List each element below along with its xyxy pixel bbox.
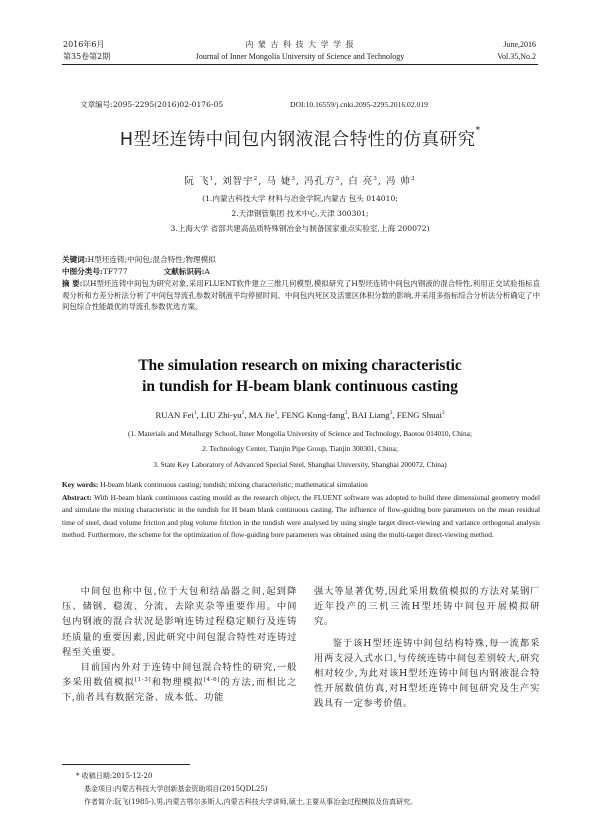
affiliation-en-3: 3. State Key Laboratory of Advanced Special Steel, Shanghai University, Shanghai 200072, China) bbox=[153, 460, 447, 469]
author-en-affiliation-mark: 1 bbox=[193, 410, 197, 417]
footnote-rule bbox=[62, 764, 190, 765]
footnote-funding: 基金项目:内蒙古科技大学创新基金资助项目(2015QDL25) bbox=[84, 785, 268, 793]
abstract-en bbox=[62, 492, 540, 542]
title-en-line1: The simulation research on mixing characteristic bbox=[138, 357, 462, 374]
author-zh-name: 刘智宇 bbox=[222, 176, 254, 187]
author-zh-name: 阮 飞 bbox=[184, 176, 210, 187]
citation-mark: [4-6] bbox=[203, 677, 221, 684]
keywords-en bbox=[62, 480, 368, 489]
header-journal-zh: 内 蒙 古 科 技 大 学 学 报 bbox=[245, 40, 355, 49]
affiliation-zh-3: 3.上海大学 省部共建高品质特殊钢冶金与制备国家重点实验室,上海 200072) bbox=[170, 224, 430, 233]
header-rule bbox=[62, 64, 538, 65]
author-zh-affiliation-mark: 2 bbox=[253, 175, 259, 182]
author-en-affiliation-mark: 2 bbox=[241, 410, 245, 417]
doc-code-label: 文献标识码: bbox=[163, 267, 205, 276]
footnote-author: 作者简介:阮飞(1985-),男,内蒙古鄂尔多斯人,内蒙古科技大学讲师,硕士,主要从事冶金过程模拟及仿真研究。 bbox=[84, 798, 418, 806]
authors-zh: 阮 飞$^1$, 刘智宇$^2$, 马 婕$^3$, 冯孔方$^3$, 白 亮$^3$, 冯 帅$^3$ bbox=[184, 175, 416, 187]
keywords-zh-label: 关键词: bbox=[62, 255, 88, 264]
abstract-zh-label: 摘 要: bbox=[62, 279, 83, 288]
affiliation-en-1: (1. Materials and Metallurgy School, Inner Mongolia University of Science and Technology, Baotou 014010, China; bbox=[128, 429, 472, 438]
title-en-line2: in tundish for H-beam blank continuous casting bbox=[142, 378, 458, 395]
abstract-zh bbox=[62, 278, 540, 313]
author-zh-name: 冯 帅 bbox=[385, 176, 411, 187]
header-volume-zh: 第35卷第2期 bbox=[63, 52, 111, 61]
author-en-name: BAI Liang bbox=[351, 410, 390, 420]
clc-label: 中图分类号: bbox=[62, 267, 103, 276]
body-right-paragraph-2: 鉴于该H型坯连铸中间包结构特殊,每一流都采用两支浸入式水口,与传统连铸中间包差别较大,研究相对较少,为此对该H型坯连铸中间包内钢液混合特性开展数值仿真,对H型坯连铸中间包研究及生产实践具有一定参考价值。 bbox=[314, 637, 540, 710]
author-zh-name: 白 亮 bbox=[348, 176, 374, 187]
keywords-zh bbox=[62, 254, 216, 265]
clc-value: TF777 bbox=[102, 267, 128, 276]
title-footnote-mark: * bbox=[475, 126, 481, 136]
author-zh-affiliation-mark: 3 bbox=[291, 175, 296, 182]
author-zh-affiliation-mark: 3 bbox=[410, 175, 416, 182]
author-zh-affiliation-mark: 1 bbox=[209, 175, 215, 182]
author-en-name: FENG Kong-fang bbox=[281, 410, 345, 420]
author-en-affiliation-mark: 3 bbox=[344, 410, 348, 417]
keywords-zh-text: H型坯连铸;中间包;混合特性;物理模拟 bbox=[87, 255, 216, 264]
author-zh-name: 冯孔方 bbox=[304, 176, 336, 187]
author-en-name: LIU Zhi-yu bbox=[200, 410, 242, 420]
classification bbox=[62, 266, 210, 277]
abstract-en-label: Abstract: bbox=[62, 493, 92, 502]
body-column-left bbox=[62, 584, 297, 706]
author-en-name: FENG Shuai bbox=[396, 410, 442, 420]
author-zh-affiliation-mark: 3 bbox=[373, 175, 378, 182]
keywords-en-label: Key words: bbox=[62, 480, 99, 489]
body-right-paragraph-1: 强大等显著优势,因此采用数值模拟的方法对某钢厂近年投产的三机三流H型坯铸中间包开展模拟研究。 bbox=[314, 586, 540, 628]
body-column-right bbox=[314, 584, 540, 712]
author-zh-affiliation-mark: 3 bbox=[335, 175, 341, 182]
body-left-paragraph-2: 目前国内外对于连铸中间包混合特性的研究,一般多采用数值模拟[1-3]和物理模拟[4-6]的方法,而相比之下,前者具有数据完备、成本低、功能 bbox=[62, 662, 297, 704]
abstract-en-text: With H-beam blank continuous casting mould as the research object, the FLUENT software was adopted to build three dimensional geometry model and simulate the mixing characteristic in the tundish for H beam blank continuous casting. The influence of flow-guiding bore parameters on the mean residual time of steel, dead volume friction and plug volume friction in the tundish were analysed by using single target direct-viewing and variance orthogonal analysis method. Furthermore, the scheme for the optimization of flow-guiding bore parameters was obtained using the multi-target direct-viewing method. bbox=[62, 493, 540, 540]
doi: DOI:10.16559/j.cnki.2095-2295.2016.02.019 bbox=[290, 100, 428, 109]
author-zh-name: 马 婕 bbox=[266, 176, 292, 187]
header-journal-en: Journal of Inner Mongolia University of Science and Technology bbox=[195, 52, 405, 61]
affiliation-en-2: 2. Technology Center, Tianjin Pipe Group, Tianjin 300301, China; bbox=[202, 444, 398, 453]
authors-en: RUAN Fei$^1$, LIU Zhi-$yu^2$, MA Jie$^3$, FENG Kong-fang$^3$, BAI Liang$^3$, FENG Shuai$^3$ bbox=[155, 410, 445, 420]
author-en-affiliation-mark: 3 bbox=[274, 410, 278, 417]
header-date: 2016年6月 bbox=[63, 40, 105, 49]
footnote-received: * 收稿日期:2015-12-20 bbox=[76, 772, 153, 780]
author-en-affiliation-mark: 3 bbox=[441, 410, 445, 417]
author-en-affiliation-mark: 3 bbox=[389, 410, 393, 417]
article-number: 文章编号:2095-2295(2016)02-0176-05 bbox=[80, 100, 224, 109]
abstract-zh-text: 以H型坯连铸中间包为研究对象,采用FLUENT软件建立三维几何模型,模拟研究了H型坯连铸中间包内钢液的混合特性,利用正交试验指标直观分析和方差分析法分析了中间包导流孔参数对钢液平均停留时间、中间包内死区及活塞区体积分数的影响,并采用多指标综合分析法分析确定了中间包综合性能最优的导流孔参数优选方案。 bbox=[62, 279, 540, 312]
affiliation-zh-2: 2.天津钢管集团 技术中心,天津 300301; bbox=[231, 209, 369, 218]
citation-mark: [1-3] bbox=[134, 677, 152, 684]
title-zh-block bbox=[0, 126, 600, 151]
doc-code-value: A bbox=[204, 267, 210, 276]
header-volume-en: Vol.35,No.2 bbox=[497, 52, 536, 61]
header-month-en: June,2016 bbox=[503, 40, 536, 49]
author-en-name: RUAN Fei bbox=[155, 410, 194, 420]
affiliation-zh-1: (1.内蒙古科技大学 材料与冶金学院,内蒙古 包头 014010; bbox=[202, 194, 398, 203]
title-zh: H型坯连铸中间包内钢液混合特性的仿真研究 bbox=[119, 130, 476, 150]
author-en-name: MA Jie bbox=[248, 410, 275, 420]
keywords-en-text: H-beam blank continuous casting; tundish; mixing characteristic; mathematical simulation bbox=[100, 480, 368, 489]
body-left-paragraph-1: 中间包也称中包,位于大包和结晶器之间,起到降压、储钢、稳流、分流、去除夹杂等重要作用。中间包内钢液的混合状况是影响连铸过程稳定顺行及连铸坯质量的重要因素,因此研究中间包混合特性对连铸过程至关重要。 bbox=[62, 586, 297, 658]
